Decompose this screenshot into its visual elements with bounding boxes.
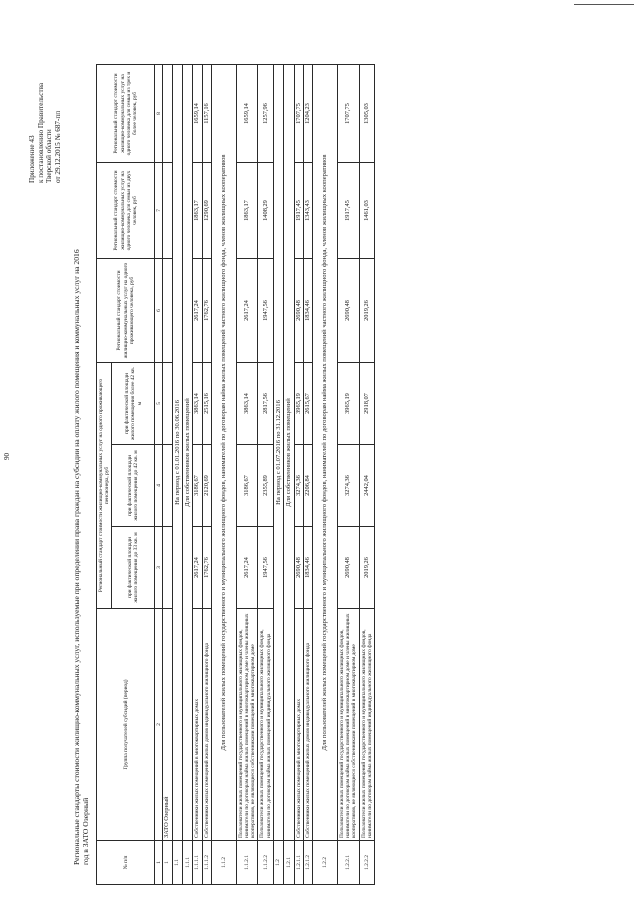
row-number: 1.2.2.2 bbox=[359, 841, 374, 885]
value-cell: 3186,67 bbox=[193, 445, 202, 527]
value-cell: 1461,03 bbox=[359, 163, 374, 259]
row-label: Собственники жилых помещений в многоквартирных домах bbox=[294, 609, 303, 841]
table-row bbox=[183, 65, 193, 885]
period-label: На период с 01.01.2016 по 30.06.2016 bbox=[172, 65, 182, 841]
row-number: 1.1.2 bbox=[211, 841, 236, 885]
value-cell: 1917,45 bbox=[338, 163, 360, 259]
table-row bbox=[284, 65, 294, 885]
row-label: Пользователи жилых помещений государственного и муниципального жилищных фондов, наниматели по договорам найма жилых помещений в многоквартирном доме и члены жилищных кооперативов, не являющиеся собственниками помещений в многоквартирном доме bbox=[338, 609, 360, 841]
column-number-row bbox=[155, 65, 163, 885]
row-number: 1.1.2.2 bbox=[258, 841, 273, 885]
colnum: 7 bbox=[155, 163, 163, 259]
row-number: 1.2.1.1 bbox=[294, 841, 303, 885]
header-row-1 bbox=[97, 65, 112, 885]
appendix-line-2: к постановлению Правительства bbox=[36, 82, 45, 183]
table-row bbox=[359, 65, 374, 885]
row-number: 1.1.1.2 bbox=[202, 841, 211, 885]
value-cell: 1659,14 bbox=[193, 65, 202, 163]
table-row bbox=[273, 65, 283, 885]
table-row bbox=[211, 65, 236, 885]
value-cell: 3274,36 bbox=[294, 445, 303, 527]
table-row bbox=[202, 65, 211, 885]
header-sub4: при фактической площади жилого помещения до 42 кв. м bbox=[112, 445, 155, 527]
header-single-pensioner: Региональный стандарт стоимости жилищно-коммунальных услуг на одного проживающего пенсионера, руб bbox=[97, 363, 112, 609]
value-cell: 1290,69 bbox=[202, 163, 211, 259]
table-row bbox=[338, 65, 360, 885]
value-cell: 2019,26 bbox=[359, 259, 374, 363]
row-label: Пользователи жилых помещений государственного и муниципального жилищных фондов, наниматели по договорам найма жилых помещений индивидуального жилищного фонда bbox=[359, 609, 374, 841]
section-label: Для пользователей жилых помещений государственного и муниципального жилищного фондов, нанимателей по договорам найма жилых помещений частного жилищного фонда, членов жилищных кооперативов bbox=[211, 65, 236, 841]
value-cell: 2120,69 bbox=[202, 445, 211, 527]
header-num: № п/п bbox=[97, 841, 155, 885]
colnum: 1 bbox=[155, 841, 163, 885]
value-cell: 2690,48 bbox=[294, 527, 303, 609]
value-cell: 2615,67 bbox=[303, 363, 312, 445]
value-cell: 1917,45 bbox=[294, 163, 303, 259]
value-cell: 1834,46 bbox=[303, 527, 312, 609]
value-cell: 3863,14 bbox=[236, 363, 258, 445]
colnum: 2 bbox=[155, 609, 163, 841]
value-cell: 1762,76 bbox=[202, 527, 211, 609]
document-title: Региональные стандарты стоимости жилищно-коммунальных услуг, используемые при определении права граждан на субсидии на оплату жилого помещения и коммунальных услуг на 2016 год в ЗАТО Озерный bbox=[72, 249, 90, 865]
value-cell: 3863,14 bbox=[193, 363, 202, 445]
value-cell: 3965,19 bbox=[294, 363, 303, 445]
header-col7: Региональный стандарт стоимости жилищно-коммунальных услуг на одного человека для семьи из двух человек, руб bbox=[97, 163, 155, 259]
header-sub5: при фактической площади жилого помещения более 42 кв. м bbox=[112, 363, 155, 445]
value-cell: 2617,24 bbox=[193, 527, 202, 609]
value-cell: 1863,17 bbox=[193, 163, 202, 259]
section-label: Для пользователей жилых помещений государственного и муниципального жилищного фондов, нанимателей по договорам найма жилых помещений частного жилищного фонда, членов жилищных кооперативов bbox=[313, 65, 338, 841]
table-row bbox=[258, 65, 273, 885]
value-cell: 2355,89 bbox=[258, 445, 273, 527]
period-label: На период с 01.07.2016 по 31.12.2016 bbox=[273, 65, 283, 841]
value-cell: 2442,04 bbox=[359, 445, 374, 527]
row-label: Собственники жилых помещений жилых домов индивидуального жилищного фонда bbox=[202, 609, 211, 841]
table-row bbox=[163, 65, 172, 885]
row-number: 1.1.2.1 bbox=[236, 841, 258, 885]
value-cell: 1762,76 bbox=[202, 259, 211, 363]
row-number: 1.1 bbox=[172, 841, 182, 885]
value-cell: 1707,75 bbox=[338, 65, 360, 163]
header-col8: Региональный стандарт стоимости жилищно-коммунальных услуг на одного человека для семьи из трех и более человек, руб bbox=[97, 65, 155, 163]
value-cell: 1659,14 bbox=[236, 65, 258, 163]
page-number: 90 bbox=[3, 453, 11, 460]
appendix-line-1: Приложение 43 bbox=[28, 135, 36, 183]
standards-table bbox=[96, 64, 375, 885]
value-cell: 2918,07 bbox=[359, 363, 374, 445]
colnum: 4 bbox=[155, 445, 163, 527]
section-label: Для собственников жилых помещений bbox=[183, 65, 193, 841]
colnum: 3 bbox=[155, 527, 163, 609]
header-sub3: при фактической площади жилого помещения до 33 кв. м bbox=[112, 527, 155, 609]
section-label: Для собственников жилых помещений bbox=[284, 65, 294, 841]
row-number: 1.2.2.1 bbox=[338, 841, 360, 885]
row-label: ЗАТО Озерный bbox=[163, 609, 172, 841]
value-cell: 2206,84 bbox=[303, 445, 312, 527]
table-row bbox=[313, 65, 338, 885]
value-cell: 3186,67 bbox=[236, 445, 258, 527]
row-number: 1.2.1 bbox=[284, 841, 294, 885]
row-number: 1.2.2 bbox=[313, 841, 338, 885]
row-number: 1.1.1 bbox=[183, 841, 193, 885]
value-cell: 2690,48 bbox=[338, 527, 360, 609]
value-cell: 1947,56 bbox=[258, 527, 273, 609]
value-cell: 3965,19 bbox=[338, 363, 360, 445]
value-cell: 1408,29 bbox=[258, 163, 273, 259]
table-row bbox=[193, 65, 202, 885]
value-cell: 1947,56 bbox=[258, 259, 273, 363]
value-cell: 1157,16 bbox=[202, 65, 211, 163]
table-row bbox=[236, 65, 258, 885]
value-cell: 2515,16 bbox=[202, 363, 211, 445]
value-cell: 2690,48 bbox=[338, 259, 360, 363]
row-label: Собственники жилых помещений в многоквартирных домах bbox=[193, 609, 202, 841]
colnum: 6 bbox=[155, 259, 163, 363]
table-row bbox=[303, 65, 312, 885]
value-cell: 1834,46 bbox=[303, 259, 312, 363]
appendix-header bbox=[28, 83, 62, 183]
row-number: 1.2.1.2 bbox=[303, 841, 312, 885]
value-cell: 1305,03 bbox=[359, 65, 374, 163]
value-cell: 2019,26 bbox=[359, 527, 374, 609]
row-number: 1 bbox=[163, 841, 172, 885]
table-row bbox=[172, 65, 182, 885]
row-label: Собственники жилых помещений жилых домов индивидуального жилищного фонда bbox=[303, 609, 312, 841]
colnum: 8 bbox=[155, 65, 163, 163]
row-label: Пользователи жилых помещений государственного и муниципального жилищных фондов, наниматели по договорам найма жилых помещений в многоквартирном доме и члены жилищных кооперативов, не являющиеся собственниками помещений в многоквартирном доме bbox=[236, 609, 258, 841]
appendix-line-4: от 29.12.2015 № 687-пп bbox=[53, 110, 62, 183]
value-cell: 1257,96 bbox=[258, 65, 273, 163]
value-cell: 2617,24 bbox=[193, 259, 202, 363]
value-cell: 2817,56 bbox=[258, 363, 273, 445]
row-number: 1.2 bbox=[273, 841, 283, 885]
table-row bbox=[294, 65, 303, 885]
header-col6: Региональный стандарт стоимости жилищно-коммунальных услуг на одного проживающего человека, руб bbox=[97, 259, 155, 363]
value-cell: 2690,48 bbox=[294, 259, 303, 363]
appendix-line-3: Тверской области bbox=[45, 129, 54, 183]
colnum: 5 bbox=[155, 363, 163, 445]
value-cell: 1204,23 bbox=[303, 65, 312, 163]
value-cell: 2617,24 bbox=[236, 527, 258, 609]
value-cell: 1863,17 bbox=[236, 163, 258, 259]
row-number: 1.1.1.1 bbox=[193, 841, 202, 885]
header-group: Группа получателей субсидий (период) bbox=[97, 609, 155, 841]
value-cell: 1343,43 bbox=[303, 163, 312, 259]
value-cell: 1707,75 bbox=[294, 65, 303, 163]
value-cell: 2617,24 bbox=[236, 259, 258, 363]
row-label: Пользователи жилых помещений государственного и муниципального жилищных фондов, наниматели по договорам найма жилых помещений индивидуального жилищного фонда bbox=[258, 609, 273, 841]
value-cell: 3274,36 bbox=[338, 445, 360, 527]
